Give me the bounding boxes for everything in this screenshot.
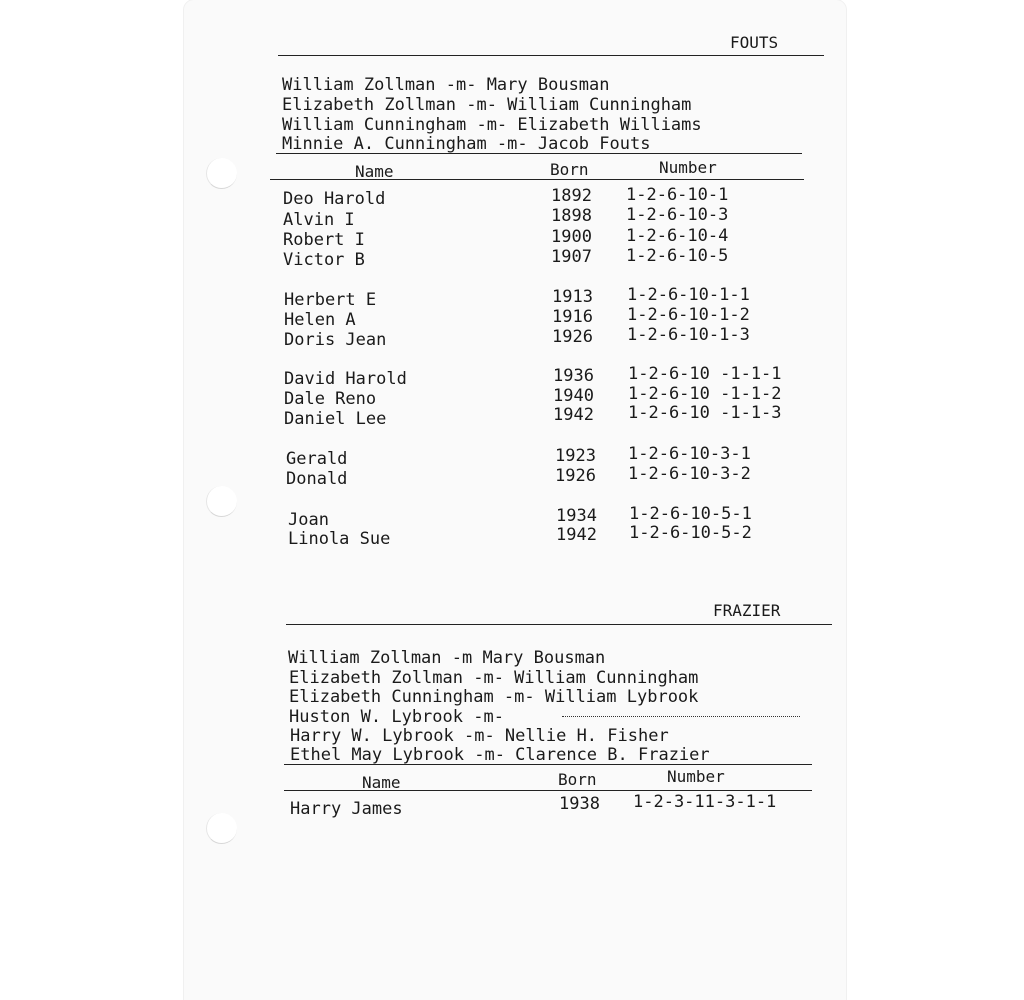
lineage-line: Elizabeth Zollman -m- William Cunningham bbox=[289, 668, 699, 688]
cell-number: 1-2-6-10-1-3 bbox=[627, 325, 750, 345]
lineage-line: Elizabeth Cunningham -m- William Lybrook bbox=[289, 687, 699, 707]
cell-name: Daniel Lee bbox=[284, 409, 387, 429]
cell-number: 1-2-6-10-5 bbox=[626, 246, 729, 266]
section-title-frazier: FRAZIER bbox=[713, 601, 781, 620]
lineage-line: William Zollman -m Mary Bousman bbox=[288, 648, 606, 668]
header-rule bbox=[284, 790, 812, 791]
section-title-fouts: FOUTS bbox=[730, 33, 779, 52]
cell-born: 1938 bbox=[559, 794, 600, 814]
cell-name: Harry James bbox=[290, 799, 403, 819]
cell-number: 1-2-6-10 -1-1-3 bbox=[628, 403, 782, 423]
table-top-rule bbox=[284, 764, 812, 765]
cell-name: Victor B bbox=[283, 250, 365, 270]
cell-number: 1-2-6-10-3-2 bbox=[628, 464, 751, 484]
lineage-line: William Zollman -m- Mary Bousman bbox=[282, 75, 610, 95]
cell-born: 1926 bbox=[555, 466, 596, 486]
section-rule bbox=[278, 55, 824, 56]
cell-name: Alvin I bbox=[283, 210, 355, 230]
cell-name: Joan bbox=[288, 510, 329, 530]
blank-spouse-line bbox=[562, 716, 800, 717]
cell-number: 1-2-6-10-1-2 bbox=[627, 305, 750, 325]
lineage-line: Huston W. Lybrook -m- bbox=[289, 707, 504, 727]
cell-name: Robert I bbox=[283, 230, 365, 250]
cell-born: 1923 bbox=[555, 446, 596, 466]
cell-born: 1934 bbox=[556, 506, 597, 526]
cell-born: 1907 bbox=[551, 247, 592, 267]
cell-number: 1-2-6-10 -1-1-2 bbox=[628, 384, 782, 404]
col-header-number: Number bbox=[667, 767, 725, 786]
cell-born: 1892 bbox=[551, 186, 592, 206]
binder-hole bbox=[206, 486, 237, 517]
cell-name: Herbert E bbox=[284, 290, 377, 310]
cell-born: 1913 bbox=[552, 287, 593, 307]
cell-number: 1-2-6-10-1 bbox=[626, 185, 729, 205]
cell-number: 1-2-6-10-5-1 bbox=[629, 504, 752, 524]
cell-name: Gerald bbox=[286, 449, 348, 469]
cell-name: Donald bbox=[286, 469, 348, 489]
lineage-line: Ethel May Lybrook -m- Clarence B. Frazier bbox=[290, 745, 710, 765]
cell-number: 1-2-6-10-1-1 bbox=[627, 285, 750, 305]
header-rule bbox=[270, 179, 804, 180]
section-rule bbox=[286, 624, 832, 625]
cell-born: 1926 bbox=[552, 327, 593, 347]
table-top-rule bbox=[276, 153, 802, 154]
cell-name: Deo Harold bbox=[283, 189, 386, 209]
cell-name: Linola Sue bbox=[288, 529, 391, 549]
binder-hole bbox=[206, 158, 237, 189]
cell-born: 1942 bbox=[553, 405, 594, 425]
cell-born: 1936 bbox=[553, 366, 594, 386]
cell-born: 1898 bbox=[551, 206, 592, 226]
cell-name: Dale Reno bbox=[284, 389, 377, 409]
cell-born: 1900 bbox=[551, 227, 592, 247]
col-header-born: Born bbox=[550, 160, 589, 179]
cell-number: 1-2-6-10-5-2 bbox=[629, 523, 752, 543]
cell-born: 1940 bbox=[553, 386, 594, 406]
cell-number: 1-2-6-10-3-1 bbox=[628, 444, 751, 464]
col-header-name: Name bbox=[355, 162, 394, 181]
cell-name: Helen A bbox=[284, 310, 356, 330]
cell-number: 1-2-6-10 -1-1-1 bbox=[628, 364, 782, 384]
cell-number: 1-2-6-10-4 bbox=[626, 226, 729, 246]
cell-born: 1916 bbox=[552, 307, 593, 327]
cell-number: 1-2-3-11-3-1-1 bbox=[633, 792, 777, 812]
cell-born: 1942 bbox=[556, 525, 597, 545]
lineage-line: Minnie A. Cunningham -m- Jacob Fouts bbox=[282, 134, 651, 154]
col-header-born: Born bbox=[558, 770, 597, 789]
col-header-name: Name bbox=[362, 773, 401, 792]
lineage-line: Elizabeth Zollman -m- William Cunningham bbox=[282, 95, 692, 115]
cell-name: David Harold bbox=[284, 369, 407, 389]
cell-number: 1-2-6-10-3 bbox=[626, 205, 729, 225]
lineage-line: William Cunningham -m- Elizabeth Williams bbox=[282, 115, 702, 135]
col-header-number: Number bbox=[659, 158, 717, 177]
binder-hole bbox=[206, 813, 237, 844]
lineage-line: Harry W. Lybrook -m- Nellie H. Fisher bbox=[290, 726, 669, 746]
cell-name: Doris Jean bbox=[284, 330, 387, 350]
